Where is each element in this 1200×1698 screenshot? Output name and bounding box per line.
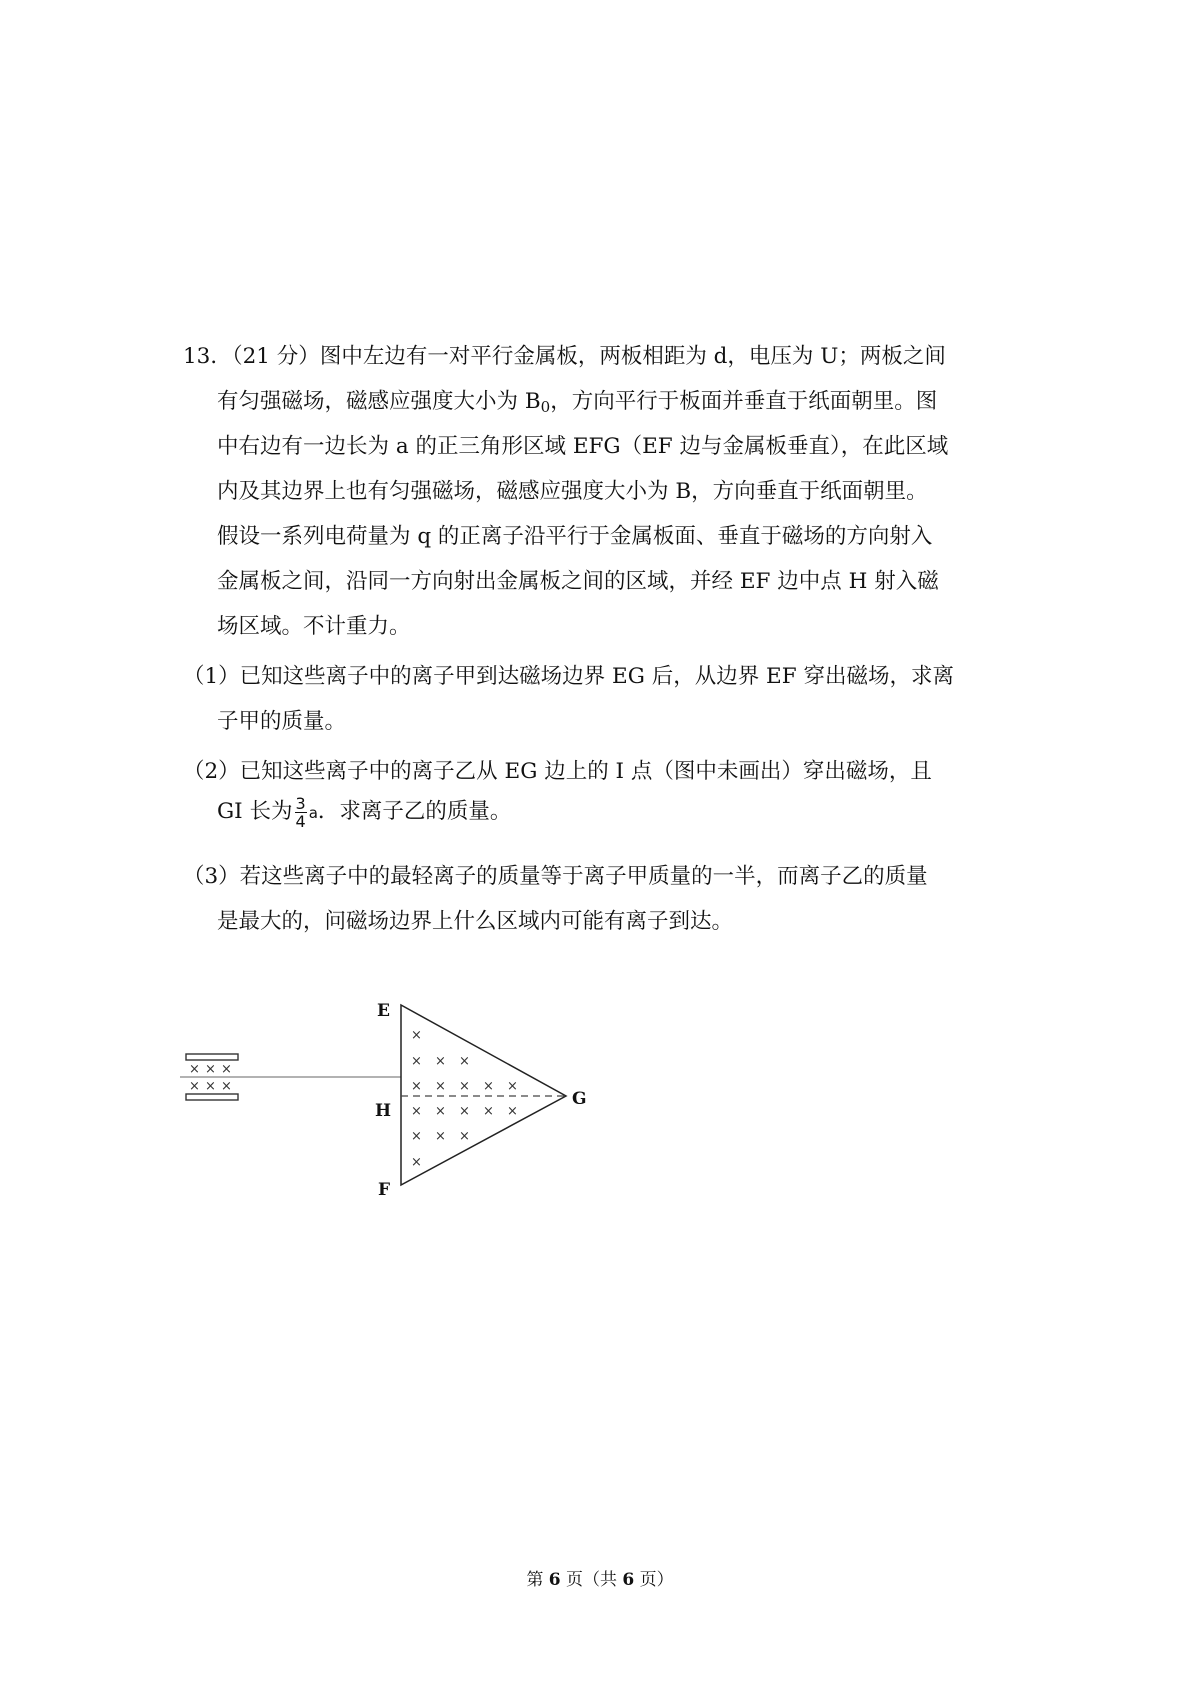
cross-mark: × xyxy=(189,1062,200,1077)
problem-line-6: 金属板之间，沿同一方向射出金属板之间的区域，并经 EF 边中点 H 射入磁 xyxy=(217,569,939,594)
b0-symbol: $B_0$ xyxy=(524,389,551,416)
variable-a: a xyxy=(308,804,318,822)
cross-mark: × xyxy=(411,1129,422,1144)
figure-diagram xyxy=(180,988,600,1198)
question-1-line-2: 子甲的质量。 xyxy=(217,709,347,734)
problem-line-3: 中右边有一边长为 a 的正三角形区域 EFG（EF 边与金属板垂直），在此区域 xyxy=(217,434,949,459)
question-3-line-2: 是最大的，问磁场边界上什么区域内可能有离子到达。 xyxy=(217,909,734,934)
upper-plate xyxy=(186,1054,238,1060)
cross-mark: × xyxy=(459,1104,470,1119)
fraction-three-quarters: $\frac{3}{4}$ xyxy=(295,793,306,831)
cross-mark: × xyxy=(411,1028,422,1043)
cross-mark: × xyxy=(205,1062,216,1077)
cross-mark: × xyxy=(459,1054,470,1069)
cross-mark: × xyxy=(483,1104,494,1119)
cross-mark: × xyxy=(221,1062,232,1077)
cross-mark: × xyxy=(205,1079,216,1094)
question-1-line-1: （1）已知这些离子中的离子甲到达磁场边界 EG 后，从边界 EF 穿出磁场，求离 xyxy=(183,664,955,689)
cross-mark: × xyxy=(507,1079,518,1094)
cross-mark: × xyxy=(411,1079,422,1094)
label-h: H xyxy=(375,1101,392,1121)
problem-line-7: 场区域。不计重力。 xyxy=(217,614,411,639)
plate-field-crosses xyxy=(189,1062,232,1094)
cross-mark: × xyxy=(435,1054,446,1069)
page-number: 6 xyxy=(548,1570,561,1590)
problem-number: 13． xyxy=(183,344,232,369)
label-e: E xyxy=(377,1001,390,1021)
cross-mark: × xyxy=(411,1054,422,1069)
cross-mark: × xyxy=(189,1079,200,1094)
question-2-line-2: GI 长为 $\frac{3}{4}$ a．求离子乙的质量。 xyxy=(217,793,512,831)
page-total: 6 xyxy=(622,1570,635,1590)
cross-mark: × xyxy=(411,1155,422,1170)
page-footer: 第 6 页（共 6 页） xyxy=(526,1570,674,1590)
problem-points: （21 分） xyxy=(231,344,320,369)
cross-mark: × xyxy=(483,1079,494,1094)
question-3-line-1: （3）若这些离子中的最轻离子的质量等于离子甲质量的一半，而离子乙的质量 xyxy=(183,864,928,889)
label-g: G xyxy=(572,1089,587,1109)
question-2-line-1: （2）已知这些离子中的离子乙从 EG 边上的 I 点（图中未画出）穿出磁场，且 xyxy=(183,759,932,784)
cross-mark: × xyxy=(435,1079,446,1094)
problem-line-2: 有匀强磁场，磁感应强度大小为 $B_0$，方向平行于板面并垂直于纸面朝里。图 xyxy=(217,389,938,416)
cross-mark: × xyxy=(411,1104,422,1119)
cross-mark: × xyxy=(435,1104,446,1119)
triangle-efg xyxy=(401,1005,566,1185)
cross-mark: × xyxy=(459,1129,470,1144)
label-f: F xyxy=(378,1180,391,1198)
problem-line-4: 内及其边界上也有匀强磁场，磁感应强度大小为 B，方向垂直于纸面朝里。 xyxy=(217,479,928,504)
lower-plate xyxy=(186,1094,238,1100)
cross-mark: × xyxy=(221,1079,232,1094)
cross-mark: × xyxy=(459,1079,470,1094)
cross-mark: × xyxy=(435,1129,446,1144)
cross-mark: × xyxy=(507,1104,518,1119)
triangle-field-crosses xyxy=(411,1028,518,1170)
physics-figure xyxy=(180,988,600,1198)
problem-line-5: 假设一系列电荷量为 q 的正离子沿平行于金属板面、垂直于磁场的方向射入 xyxy=(217,524,933,549)
problem-line-1: 13．（21 分）图中左边有一对平行金属板，两板相距为 d，电压为 U；两板之间 xyxy=(183,344,946,369)
